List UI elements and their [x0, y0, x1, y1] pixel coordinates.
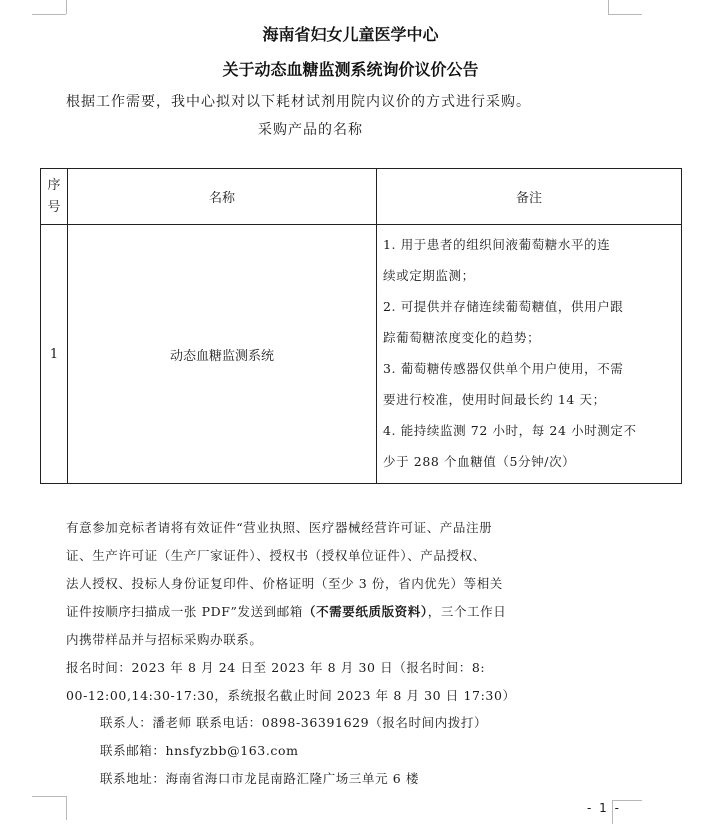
header-index-bottom: 号 [47, 199, 61, 215]
registration-time-line-2: 00-12:00,14:30-17:30，系统报名截止时间 2023 年 8 月 30 日 17:30） [66, 688, 516, 703]
remark-line: 要进行校准，使用时间最长约 14 天； [383, 392, 606, 407]
remark-line: 2. 可提供并存储连续葡萄糖值，供用户跟 [383, 299, 624, 314]
header-index-top: 序 [47, 177, 61, 193]
remark-line: 续或定期监测； [383, 268, 475, 283]
notice-line-2: 证、生产许可证（生产厂家证件）、授权书（授权单位证件）、产品授权、 [66, 548, 486, 563]
notice-line-4-text: 证件按顺序扫描成一张 PDF”发送到邮箱 [66, 604, 303, 619]
registration-time-line-1: 报名时间：2023 年 8 月 24 日至 2023 年 8 月 30 日（报名时间：8: [66, 660, 486, 675]
notice-no-paper-emphasis: （不需要纸质版资料） [302, 604, 428, 619]
header-name: 名称 [68, 169, 377, 225]
notice-title: 关于动态血糖监测系统询价议价公告 [222, 60, 479, 79]
header-index [41, 169, 68, 225]
table-header-row [41, 169, 682, 225]
notice-line-1: 有意参加竞标者请将有效证件“营业执照、医疗器械经营许可证、产品注册 [66, 520, 493, 535]
row-remarks [377, 225, 682, 484]
page-number: - 1 - [587, 801, 621, 815]
row-index: 1 [41, 225, 68, 484]
remark-line: 1. 用于患者的组织间液葡萄糖水平的连 [383, 237, 611, 252]
notice-line-4-tail: ，三个工作日 [427, 604, 507, 619]
notice-line-5: 内携带样品并与招标采购办联系。 [66, 632, 263, 647]
section-label: 采购产品的名称 [258, 122, 363, 138]
contact-person: 联系人：潘老师 联系电话：0898-36391629（报名时间内拨打） [100, 715, 488, 730]
remark-line: 少于 288 个血糖值（5分钟/次） [383, 454, 576, 469]
notice-line-3: 法人授权、投标人身份证复印件、价格证明（至少 3 份，省内优先）等相关 [66, 576, 503, 591]
intro-text: 根据工作需要，我中心拟对以下耗材试剂用院内议价的方式进行采购。 [66, 94, 531, 110]
contact-email: 联系邮箱：hnsfyzbb@163.com [100, 743, 299, 758]
remark-line: 4. 能持续监测 72 小时，每 24 小时测定不 [383, 423, 637, 438]
remark-line: 踪葡萄糖浓度变化的趋势； [383, 330, 541, 345]
table-row [41, 225, 682, 484]
row-name: 动态血糖监测系统 [68, 225, 377, 484]
procurement-table [40, 168, 682, 484]
header-remarks: 备注 [377, 169, 682, 225]
remark-line: 3. 葡萄糖传感器仅供单个用户使用，不需 [383, 361, 624, 376]
org-title: 海南省妇女儿童医学中心 [262, 25, 439, 44]
contact-address: 联系地址：海南省海口市龙昆南路汇隆广场三单元 6 楼 [100, 771, 420, 786]
notice-line-4 [66, 602, 506, 620]
